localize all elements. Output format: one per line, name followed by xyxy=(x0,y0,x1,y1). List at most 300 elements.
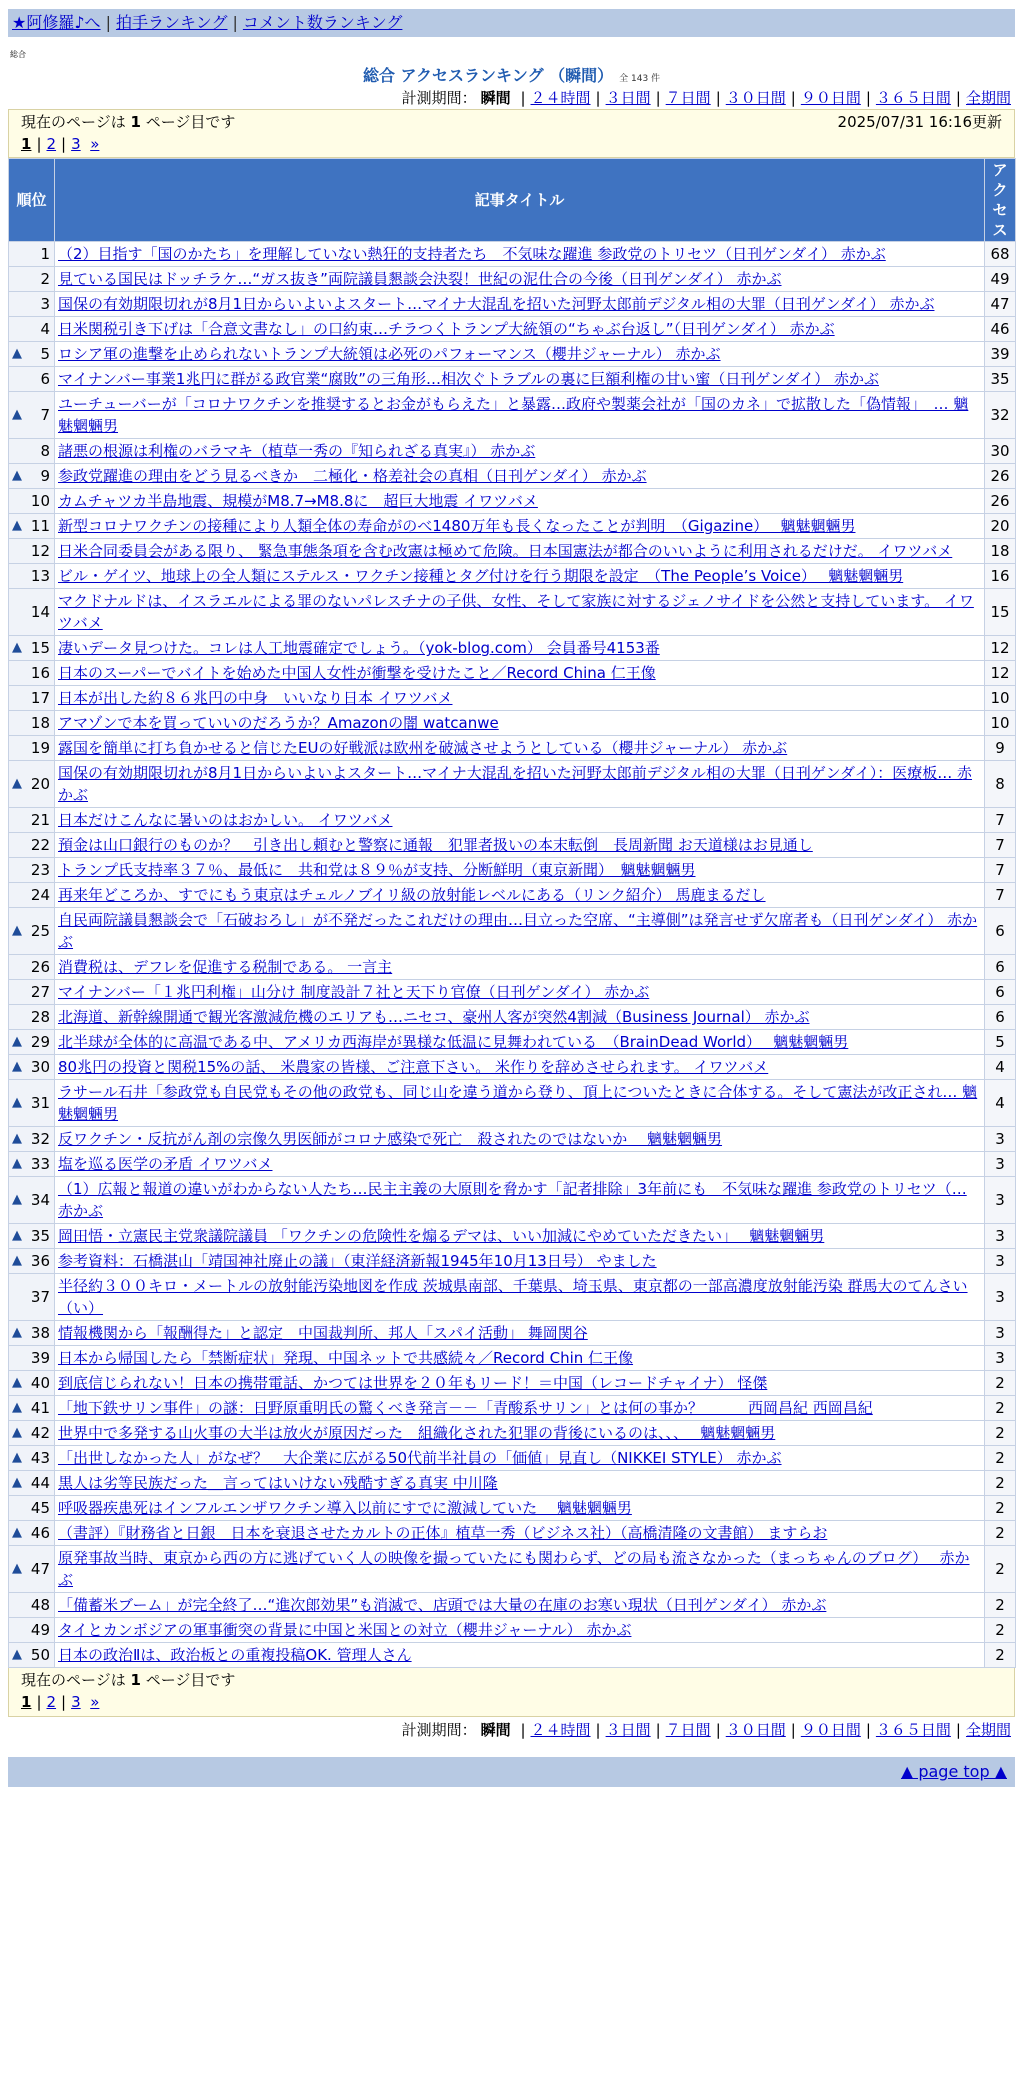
access-count: 6 xyxy=(985,908,1016,955)
table-row xyxy=(9,1471,1016,1496)
table-row xyxy=(9,908,1016,955)
rank-number: 38 xyxy=(30,1324,50,1342)
rank-cell xyxy=(9,367,55,392)
title-cell xyxy=(55,980,985,1005)
title-cell xyxy=(55,1446,985,1471)
title-cell xyxy=(55,1396,985,1421)
up-arrow-icon: ▲ xyxy=(12,1425,22,1440)
up-arrow-icon: ▲ xyxy=(12,1192,22,1207)
table-row xyxy=(9,636,1016,661)
rank-number: 5 xyxy=(40,345,50,363)
table-row xyxy=(9,1055,1016,1080)
article-link[interactable]: 塩を巡る医学の矛盾 イワツバメ xyxy=(58,1155,273,1173)
rank-number: 15 xyxy=(30,639,50,657)
article-link[interactable]: 新型コロナワクチンの接種により人類全体の寿命がのべ1480万年も長くなったことが判明 （Gigazine） 魑魅魍魎男 xyxy=(58,517,856,535)
period-links xyxy=(515,1721,1011,1739)
access-count: 20 xyxy=(985,514,1016,539)
table-row xyxy=(9,1546,1016,1593)
rank-number: 22 xyxy=(30,836,50,854)
access-count: 18 xyxy=(985,539,1016,564)
title-cell xyxy=(55,908,985,955)
rank-cell xyxy=(9,1346,55,1371)
title-cell xyxy=(55,1224,985,1249)
article-link[interactable]: マイナンバー事業1兆円に群がる政官業“腐敗”の三角形…相次ぐトラブルの裏に巨額利権の甘い蜜（日刊ゲンダイ） 赤かぶ xyxy=(58,370,879,388)
updated-timestamp: 2025/07/31 16:16更新 xyxy=(837,113,1002,131)
article-link[interactable]: 参政党躍進の理由をどう見るべきか 二極化・格差社会の真相（日刊ゲンダイ） 赤かぶ xyxy=(58,467,647,485)
pager-top xyxy=(8,109,1015,158)
title-cell xyxy=(55,883,985,908)
title-cell xyxy=(55,439,985,464)
title-cell xyxy=(55,1152,985,1177)
access-count: 46 xyxy=(985,317,1016,342)
title-cell xyxy=(55,1371,985,1396)
period-link[interactable]: ３６５日間 xyxy=(875,1721,951,1739)
page-next-link[interactable]: » xyxy=(90,135,100,153)
table-row xyxy=(9,489,1016,514)
article-link[interactable]: 国保の有効期限切れが8月1日からいよいよスタート…マイナ大混乱を招いた河野太郎前デジタル相の大罪（日刊ゲンダイ） 赤かぶ xyxy=(58,295,935,313)
period-separator: | xyxy=(865,89,871,107)
table-row xyxy=(9,589,1016,636)
article-link[interactable]: 反ワクチン・反抗がん剤の宗像久男医師がコロナ感染で死亡 殺されたのではないか 魑魅魍魎男 xyxy=(58,1130,723,1148)
article-link[interactable]: （1）広報と報道の違いがわからない人たち…民主主義の大原則を脅かす「記者排除」3年前にも 不気味な躍進 参政党のトリセツ（… 赤かぶ xyxy=(58,1180,967,1220)
rank-cell xyxy=(9,858,55,883)
table-row xyxy=(9,1346,1016,1371)
title-cell xyxy=(55,686,985,711)
period-link[interactable]: ３６５日間 xyxy=(875,89,951,107)
period-link[interactable]: ３日間 xyxy=(605,89,651,107)
page-next-link[interactable]: » xyxy=(90,1693,100,1711)
top-nav xyxy=(8,9,1015,37)
period-links xyxy=(515,89,1011,107)
period-link[interactable]: 全期間 xyxy=(965,1721,1011,1739)
article-link[interactable]: 日米合同委員会がある限り、 緊急事態条項を含む改憲は極めて危険。日本国憲法が都合のいいように利用されるだけだ。 イワツバメ xyxy=(58,542,953,560)
article-link[interactable]: マイナンバー「１兆円利権」山分け 制度設計７社と天下り官僚（日刊ゲンダイ） 赤かぶ xyxy=(58,983,650,1001)
table-row xyxy=(9,1321,1016,1346)
rank-cell xyxy=(9,833,55,858)
rank-cell xyxy=(9,636,55,661)
table-row xyxy=(9,661,1016,686)
period-separator: | xyxy=(865,1721,871,1739)
title-cell xyxy=(55,761,985,808)
table-row xyxy=(9,564,1016,589)
rank-number: 11 xyxy=(30,517,50,535)
table-row xyxy=(9,711,1016,736)
article-link[interactable]: 露国を簡単に打ち負かせると信じたEUの好戦派は欧州を破滅させようとしている（櫻井ジャーナル） 赤かぶ xyxy=(58,739,788,757)
article-link[interactable]: 日本から帰国したら「禁断症状」発現、中国ネットで共感続々／Record Chin 仁王像 xyxy=(58,1349,634,1367)
period-separator: | xyxy=(955,1721,961,1739)
rank-cell xyxy=(9,908,55,955)
pager-bottom xyxy=(8,1668,1015,1717)
rank-cell xyxy=(9,539,55,564)
title-cell xyxy=(55,1249,985,1274)
access-count: 7 xyxy=(985,833,1016,858)
table-row xyxy=(9,1080,1016,1127)
article-link[interactable]: （2）目指す「国のかたち」を理解していない熱狂的支持者たち 不気味な躍進 参政党のトリセツ（日刊ゲンダイ） 赤かぶ xyxy=(58,245,886,263)
up-arrow-icon: ▲ xyxy=(12,1156,22,1171)
table-row xyxy=(9,1446,1016,1471)
access-count: 35 xyxy=(985,367,1016,392)
article-link[interactable]: 再来年どころか、すでにもう東京はチェルノブイリ級の放射能レベルにある（リンク紹介） 馬鹿まるだし xyxy=(58,886,766,904)
rank-cell xyxy=(9,1127,55,1152)
article-link[interactable]: （書評）『財務省と日銀 日本を衰退させたカルトの正体』植草一秀（ビジネス社）（高橋清隆の文書館） ますらお xyxy=(58,1524,828,1542)
ranking-heading xyxy=(8,65,1015,87)
period-label: 計測期間： xyxy=(401,1721,477,1739)
period-link[interactable]: ３日間 xyxy=(605,1721,651,1739)
rank-number: 9 xyxy=(40,467,50,485)
access-count: 7 xyxy=(985,808,1016,833)
access-count: 6 xyxy=(985,980,1016,1005)
period-separator: | xyxy=(790,89,796,107)
access-count: 4 xyxy=(985,1080,1016,1127)
rank-number: 33 xyxy=(30,1155,50,1173)
rank-number: 13 xyxy=(30,567,50,585)
article-link[interactable]: 日本の政治Ⅱは、政治板との重複投稿OK. 管理人さん xyxy=(58,1646,412,1664)
up-arrow-icon: ▲ xyxy=(12,1561,22,1576)
access-count: 15 xyxy=(985,589,1016,636)
title-cell xyxy=(55,736,985,761)
article-link[interactable]: 呼吸器疾患死はインフルエンザワクチン導入以前にすでに激減していた 魑魅魍魎男 xyxy=(58,1499,632,1517)
rank-cell xyxy=(9,1396,55,1421)
period-link[interactable]: ７日間 xyxy=(665,89,711,107)
article-link[interactable]: カムチャツカ半島地震、規模がM8.7→M8.8に 超巨大地震 イワツバメ xyxy=(58,492,538,510)
article-link[interactable]: 黒人は劣等民族だった＿言ってはいけない残酷すぎる真実 中川隆 xyxy=(58,1474,498,1492)
article-link[interactable]: 「備蓄米ブーム」が完全終了…“進次郎効果”も消滅で、店頭では大量の在庫のお寒い現状（日刊ゲンダイ） 赤かぶ xyxy=(58,1596,827,1614)
access-count: 2 xyxy=(985,1546,1016,1593)
article-link[interactable]: 80兆円の投資と関税15%の話、 米農家の皆様、ご注意下さい。 米作りを辞めさせられます。 イワツバメ xyxy=(58,1058,769,1076)
article-link[interactable]: 岡田悟・立憲民主党衆議院議員 「ワクチンの危険性を煽るデマは、いい加減にやめていただきたい」 魑魅魍魎男 xyxy=(58,1227,825,1245)
access-count: 10 xyxy=(985,711,1016,736)
period-separator: | xyxy=(520,89,526,107)
ranking-body xyxy=(9,242,1016,1668)
title-cell xyxy=(55,955,985,980)
table-row xyxy=(9,833,1016,858)
rank-number: 30 xyxy=(30,1058,50,1076)
article-link[interactable]: 見ている国民はドッチラケ…“ガス抜き”両院議員懇談会決裂！世紀の泥仕合の今後（日刊ゲンダイ） 赤かぶ xyxy=(58,270,782,288)
rank-cell xyxy=(9,1496,55,1521)
title-cell xyxy=(55,392,985,439)
nav-link-comment-ranking[interactable]: コメント数ランキング xyxy=(242,13,403,32)
rank-number: 36 xyxy=(30,1252,50,1270)
title-cell xyxy=(55,1127,985,1152)
title-cell xyxy=(55,367,985,392)
rank-cell xyxy=(9,242,55,267)
page-link-3[interactable]: 3 xyxy=(71,135,81,153)
article-link[interactable]: ユーチューバーが「コロナワクチンを推奨するとお金がもらえた」と暴露…政府や製薬会社が「国のカネ」で拡散した「偽情報」 … 魑魅魍魎男 xyxy=(58,395,969,435)
title-cell xyxy=(55,564,985,589)
rank-cell xyxy=(9,1618,55,1643)
current-page-text: 現在のページは 1 ページ目です xyxy=(21,113,236,131)
access-count: 2 xyxy=(985,1446,1016,1471)
title-cell xyxy=(55,1496,985,1521)
period-link[interactable]: 全期間 xyxy=(965,89,1011,107)
rank-number: 3 xyxy=(40,295,50,313)
article-link[interactable]: 凄いデータ見つけた。コレは人工地震確定でしょう。（yok-blog.com） 会員番号4153番 xyxy=(58,639,660,657)
access-count: 3 xyxy=(985,1224,1016,1249)
rank-number: 25 xyxy=(30,922,50,940)
table-row xyxy=(9,1005,1016,1030)
access-count: 4 xyxy=(985,1055,1016,1080)
table-row xyxy=(9,1224,1016,1249)
article-link[interactable]: 情報機関から「報酬得た」と認定 中国裁判所、邦人「スパイ活動」 舞岡関谷 xyxy=(58,1324,588,1342)
access-count: 10 xyxy=(985,686,1016,711)
page-link-2[interactable]: 2 xyxy=(46,135,57,153)
up-arrow-icon: ▲ xyxy=(12,1325,22,1340)
table-row xyxy=(9,1152,1016,1177)
article-link[interactable]: 日本だけこんなに暑いのはおかしい。 イワツバメ xyxy=(58,811,393,829)
up-arrow-icon: ▲ xyxy=(12,1475,22,1490)
access-count: 3 xyxy=(985,1346,1016,1371)
nav-separator: | xyxy=(232,13,238,32)
rank-cell xyxy=(9,464,55,489)
table-row xyxy=(9,1371,1016,1396)
article-link[interactable]: 国保の有効期限切れが8月1日からいよいよスタート…マイナ大混乱を招いた河野太郎前デジタル相の大罪（日刊ゲンダイ）：医療板… 赤かぶ xyxy=(58,764,972,804)
rank-number: 27 xyxy=(30,983,50,1001)
page-top-link[interactable]: ▲ page top ▲ xyxy=(900,1762,1007,1781)
period-separator: | xyxy=(520,1721,526,1739)
table-row xyxy=(9,1127,1016,1152)
table-row xyxy=(9,1030,1016,1055)
table-row xyxy=(9,1593,1016,1618)
article-link[interactable]: マクドナルドは、イスラエルによる罪のないパレスチナの子供、女性、そして家族に対するジェノサイドを公然と支持しています。 イワツバメ xyxy=(58,592,974,632)
rank-cell xyxy=(9,883,55,908)
rank-number: 46 xyxy=(30,1524,50,1542)
access-count: 6 xyxy=(985,955,1016,980)
access-count: 3 xyxy=(985,1152,1016,1177)
title-cell xyxy=(55,1080,985,1127)
article-link[interactable]: 日本のスーパーでバイトを始めた中国人女性が衝撃を受けたこと／Record China 仁王像 xyxy=(58,664,656,682)
rank-number: 35 xyxy=(30,1227,50,1245)
up-arrow-icon: ▲ xyxy=(12,776,22,791)
ranking-table xyxy=(8,158,1016,1668)
article-link[interactable]: 北海道、新幹線開通で観光客激減危機のエリアも…ニセコ、豪州人客が突然4割減（Business Journal） 赤かぶ xyxy=(58,1008,810,1026)
table-row xyxy=(9,955,1016,980)
article-link[interactable]: 原発事故当時、東京から西の方に逃げていく人の映像を撮っていたにも関わらず、どの局も流さなかった（まっちゃんのブログ） 赤かぶ xyxy=(58,1549,970,1589)
title-cell xyxy=(55,636,985,661)
article-link[interactable]: 「出世しなかった人」がなぜ？ 大企業に広がる50代前半社員の「価値」見直し（NIKKEI STYLE） 赤かぶ xyxy=(58,1449,782,1467)
rank-number: 8 xyxy=(40,442,50,460)
period-link[interactable]: ３０日間 xyxy=(725,1721,786,1739)
rank-cell xyxy=(9,1546,55,1593)
rank-number: 48 xyxy=(30,1596,50,1614)
period-current: 瞬間 xyxy=(480,1721,511,1739)
period-separator: | xyxy=(715,1721,721,1739)
access-count: 2 xyxy=(985,1396,1016,1421)
rank-number: 21 xyxy=(30,811,50,829)
footer-bar xyxy=(8,1757,1015,1787)
article-link[interactable]: 「地下鉄サリン事件」の謎：日野原重明氏の驚くべき発言－－「青酸系サリン」とは何の事か？ 西岡昌紀 西岡昌紀 xyxy=(58,1399,873,1417)
rank-cell xyxy=(9,589,55,636)
page-current: 1 xyxy=(21,1693,32,1711)
rank-number: 18 xyxy=(30,714,50,732)
rank-number: 19 xyxy=(30,739,50,757)
access-count: 2 xyxy=(985,1643,1016,1668)
title-cell xyxy=(55,1471,985,1496)
nav-separator: | xyxy=(105,13,111,32)
rank-cell xyxy=(9,1224,55,1249)
title-cell xyxy=(55,589,985,636)
article-link[interactable]: 消費税は、デフレを促進する税制である。 一言主 xyxy=(58,958,393,976)
table-row xyxy=(9,342,1016,367)
rank-number: 39 xyxy=(30,1349,50,1367)
article-link[interactable]: 北半球が全体的に高温である中、アメリカ西海岸が異様な低温に見舞われている （BrainDead World） 魑魅魍魎男 xyxy=(58,1033,849,1051)
period-link[interactable]: ９０日間 xyxy=(800,89,861,107)
article-link[interactable]: ビル・ゲイツ、地球上の全人類にステルス・ワクチン接種とタグ付けを行う期限を設定 （The People’s Voice） 魑魅魍魎男 xyxy=(58,567,904,585)
up-arrow-icon: ▲ xyxy=(12,1131,22,1146)
rank-cell xyxy=(9,514,55,539)
rank-cell xyxy=(9,661,55,686)
rank-number: 49 xyxy=(30,1621,50,1639)
header-access: アクセス xyxy=(985,159,1016,242)
access-count: 68 xyxy=(985,242,1016,267)
title-cell xyxy=(55,292,985,317)
access-count: 39 xyxy=(985,342,1016,367)
up-arrow-icon: ▲ xyxy=(12,346,22,361)
title-cell xyxy=(55,1593,985,1618)
up-arrow-icon: ▲ xyxy=(12,1400,22,1415)
access-count: 12 xyxy=(985,661,1016,686)
nav-link-clap-ranking[interactable]: 拍手ランキング xyxy=(115,13,228,32)
rank-number: 28 xyxy=(30,1008,50,1026)
article-link[interactable]: ロシア軍の進撃を止められないトランプ大統領は必死のパフォーマンス（櫻井ジャーナル） 赤かぶ xyxy=(58,345,721,363)
rank-number: 32 xyxy=(30,1130,50,1148)
rank-cell xyxy=(9,808,55,833)
category-label: 総合 xyxy=(10,50,26,59)
period-selector-top xyxy=(8,87,1015,109)
access-count: 2 xyxy=(985,1471,1016,1496)
rank-number: 20 xyxy=(30,775,50,793)
article-link[interactable]: 到底信じられない！日本の携帯電話、かつては世界を２０年もリード！＝中国（レコードチャイナ） 怪傑 xyxy=(58,1374,768,1392)
period-separator: | xyxy=(715,89,721,107)
up-arrow-icon: ▲ xyxy=(12,518,22,533)
rank-cell xyxy=(9,392,55,439)
page-link-2[interactable]: 2 xyxy=(46,1693,57,1711)
access-count: 3 xyxy=(985,1127,1016,1152)
title-cell xyxy=(55,267,985,292)
rank-number: 6 xyxy=(40,370,50,388)
rank-cell xyxy=(9,980,55,1005)
rank-number: 45 xyxy=(30,1499,50,1517)
rank-cell xyxy=(9,686,55,711)
title-cell xyxy=(55,1618,985,1643)
rank-cell xyxy=(9,1005,55,1030)
access-count: 2 xyxy=(985,1421,1016,1446)
rank-number: 29 xyxy=(30,1033,50,1051)
title-cell xyxy=(55,1421,985,1446)
access-count: 3 xyxy=(985,1274,1016,1321)
access-count: 3 xyxy=(985,1321,1016,1346)
period-separator: | xyxy=(655,89,661,107)
access-count: 26 xyxy=(985,464,1016,489)
rank-cell xyxy=(9,1471,55,1496)
period-separator: | xyxy=(595,89,601,107)
table-row xyxy=(9,808,1016,833)
up-arrow-icon: ▲ xyxy=(12,407,22,422)
title-cell xyxy=(55,858,985,883)
up-arrow-icon: ▲ xyxy=(12,640,22,655)
access-count: 47 xyxy=(985,292,1016,317)
article-link[interactable]: 自民両院議員懇談会で「石破おろし」が不発だったこれだけの理由…目立った空席、“主導側”は発言せず欠席者も（日刊ゲンダイ） 赤かぶ xyxy=(58,911,978,951)
up-arrow-icon: ▲ xyxy=(12,1034,22,1049)
title-cell xyxy=(55,1521,985,1546)
table-row xyxy=(9,1177,1016,1224)
rank-cell xyxy=(9,1446,55,1471)
access-count: 7 xyxy=(985,883,1016,908)
up-arrow-icon: ▲ xyxy=(12,1525,22,1540)
page-current: 1 xyxy=(21,135,32,153)
title-cell xyxy=(55,1643,985,1668)
nav-link-asyura[interactable]: ★阿修羅♪へ xyxy=(12,13,101,32)
period-link[interactable]: ７日間 xyxy=(665,1721,711,1739)
period-link[interactable]: ２４時間 xyxy=(530,89,591,107)
page-links: 1 | 2 | 3 » xyxy=(21,1693,100,1711)
rank-cell xyxy=(9,1249,55,1274)
page-link-3[interactable]: 3 xyxy=(71,1693,81,1711)
article-link[interactable]: トランプ氏支持率３７％、最低に 共和党は８９％が支持、分断鮮明（東京新聞） 魑魅魍魎男 xyxy=(58,861,696,879)
table-row xyxy=(9,858,1016,883)
table-row xyxy=(9,1249,1016,1274)
period-link[interactable]: ２４時間 xyxy=(530,1721,591,1739)
rank-cell xyxy=(9,1055,55,1080)
rank-cell xyxy=(9,1030,55,1055)
table-row xyxy=(9,980,1016,1005)
table-row xyxy=(9,242,1016,267)
article-link[interactable]: 諸悪の根源は利権のバラマキ（植草一秀の『知られざる真実』） 赤かぶ xyxy=(58,442,536,460)
article-link[interactable]: 日本が出した約８６兆円の中身 いいなり日本 イワツバメ xyxy=(58,689,453,707)
rank-cell xyxy=(9,1321,55,1346)
article-link[interactable]: 世界中で多発する山火事の大半は放火が原因だった 組織化された犯罪の背後にいるのは、、、 魑魅魍魎男 xyxy=(58,1424,776,1442)
article-link[interactable]: 半径約３００キロ・メートルの放射能汚染地図を作成 茨城県南部、千葉県、埼玉県、東京都の一部高濃度放射能汚染 群馬大のてんさい（い） xyxy=(58,1277,968,1317)
table-row xyxy=(9,1421,1016,1446)
period-link[interactable]: ９０日間 xyxy=(800,1721,861,1739)
rank-cell xyxy=(9,1371,55,1396)
article-link[interactable]: 参考資料：石橋湛山「靖国神社廃止の議」（東洋経済新報1945年10月13日号） やました xyxy=(58,1252,657,1270)
rank-cell xyxy=(9,736,55,761)
rank-cell xyxy=(9,1274,55,1321)
up-arrow-icon: ▲ xyxy=(12,468,22,483)
up-arrow-icon: ▲ xyxy=(12,1450,22,1465)
table-row xyxy=(9,1643,1016,1668)
title-cell xyxy=(55,539,985,564)
access-count: 5 xyxy=(985,1030,1016,1055)
header-title: 記事タイトル xyxy=(55,159,985,242)
title-cell xyxy=(55,1546,985,1593)
table-row xyxy=(9,367,1016,392)
title-cell xyxy=(55,342,985,367)
access-count: 3 xyxy=(985,1249,1016,1274)
article-link[interactable]: タイとカンボジアの軍事衝突の背景に中国と米国との対立（櫻井ジャーナル） 赤かぶ xyxy=(58,1621,632,1639)
article-link[interactable]: 預金は山口銀行のものか？ 引き出し頼むと警察に通報 犯罪者扱いの本末転倒 長周新聞 お天道様はお見通し xyxy=(58,836,813,854)
period-link[interactable]: ３０日間 xyxy=(725,89,786,107)
table-header-row xyxy=(9,159,1016,242)
article-link[interactable]: 日米関税引き下げは「合意文書なし」の口約束…チラつくトランプ大統領の“ちゃぶ台返し”（日刊ゲンダイ） 赤かぶ xyxy=(58,320,835,338)
rank-number: 47 xyxy=(30,1560,50,1578)
table-row xyxy=(9,1396,1016,1421)
up-arrow-icon: ▲ xyxy=(12,1647,22,1662)
title-cell xyxy=(55,1321,985,1346)
title-cell xyxy=(55,1346,985,1371)
access-count: 26 xyxy=(985,489,1016,514)
up-arrow-icon: ▲ xyxy=(12,1095,22,1110)
period-separator: | xyxy=(955,89,961,107)
rank-cell xyxy=(9,1177,55,1224)
rank-cell xyxy=(9,1521,55,1546)
article-link[interactable]: ラサール石井「参政党も自民党もその他の政党も、同じ山を違う道から登り、頂上についたときに合体する。そして憲法が改正され… 魑魅魍魎男 xyxy=(58,1083,978,1123)
rank-cell xyxy=(9,955,55,980)
rank-number: 43 xyxy=(30,1449,50,1467)
table-row xyxy=(9,392,1016,439)
rank-cell xyxy=(9,267,55,292)
article-link[interactable]: アマゾンで本を買っていいのだろうか？Amazonの闇 watcanwe xyxy=(58,714,499,732)
